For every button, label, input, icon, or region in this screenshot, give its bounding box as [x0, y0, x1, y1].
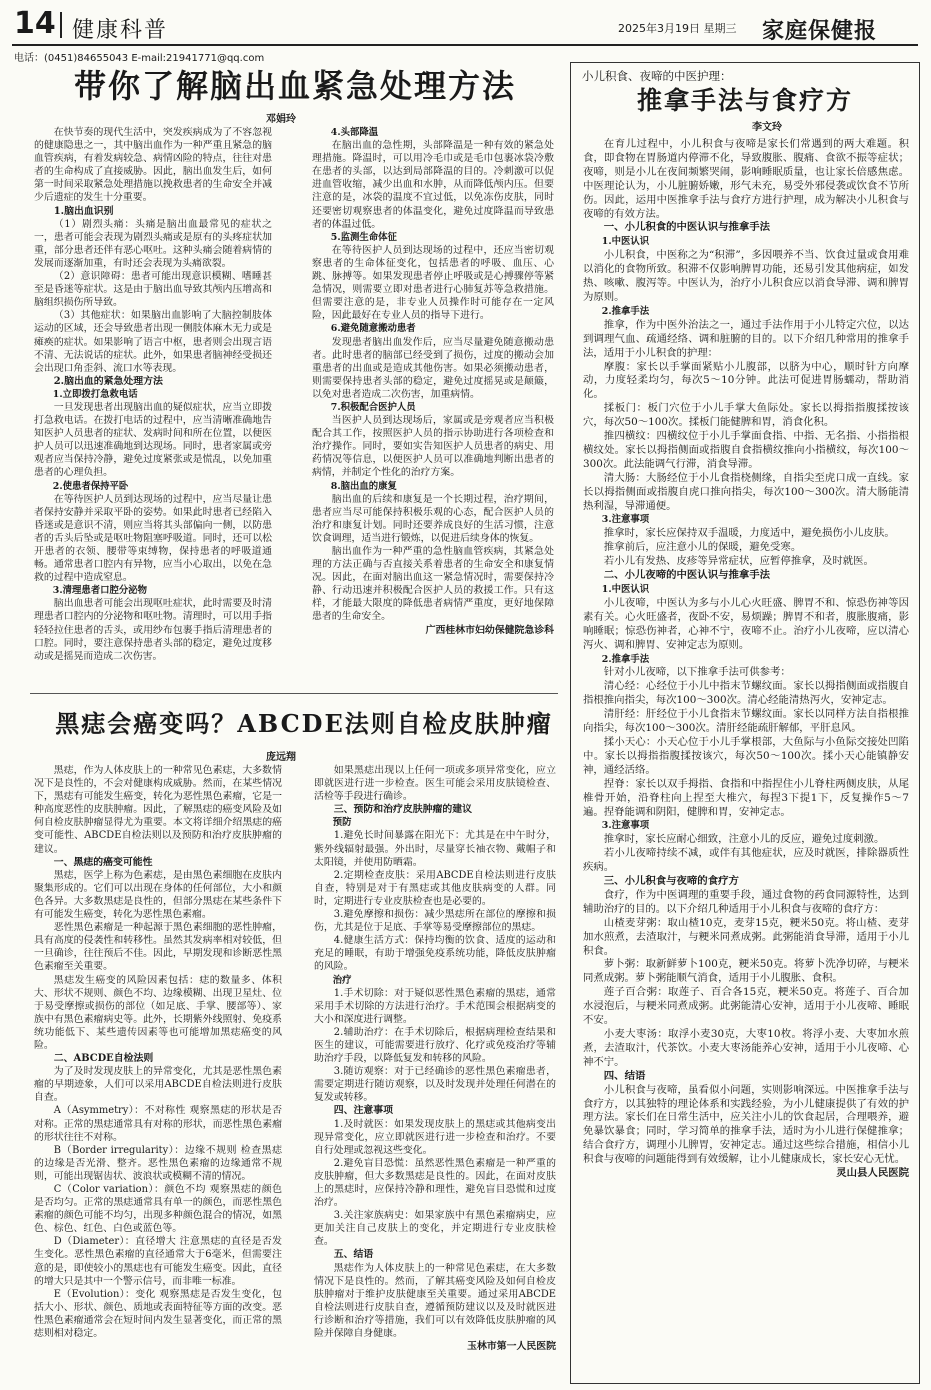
article-author: 邓娟玲	[266, 114, 296, 125]
newspaper-name: 家庭保健报	[762, 18, 878, 44]
source-credit: 灵山县人民医院	[836, 1167, 909, 1180]
paragraph: 小儿积食与夜啼，虽看似小问题，实则影响深远。中医推拿手法与食疗方，以其独特的理论体系和实践经验，为小儿健康提供了有效的护理方法。家长们在日常生活中，应关注小儿的饮食起居，合理喂养，避免暴饮暴食；同时，学习简单的推拿手法，适时为小儿进行保健推拿；结合食疗方，调理小儿脾胃，安神定志。通过这些综合措施，相信小儿积食与夜啼的问题能得到有效缓解，让小儿健康成长，家长安心无忧。	[583, 1083, 909, 1166]
paragraph: 黑痣，作为人体皮肤上的一种常见色素痣，大多数情况下是良性的，不会对健康构成威胁。然而，在某些情况下，黑痣有可能发生癌变，转化为恶性黑色素瘤，它是一种高度恶性的皮肤肿瘤。因此，了解黑痣的癌变风险及如何自检皮肤肿瘤显得尤为重要。本文将详细介绍黑痣的癌变可能性、ABCDE自检法则以及预防和治疗皮肤肿瘤的建议。	[34, 765, 282, 855]
paragraph: 萝卜粥：取新鲜萝卜100克，粳米50克。将萝卜洗净切碎，与粳米同煮成粥。萝卜粥能顺气消食，适用于小儿腹胀、食积。	[583, 958, 909, 985]
subheading: 四、注意事项	[333, 1105, 394, 1117]
paragraph: 清心经：心经位于小儿中指末节螺纹面。家长以拇指侧面或指腹自指根推向指尖，每次100～300次。清心经能清热泻火，安神定志。	[583, 680, 909, 707]
subheading: 三、预防和治疗皮肤肿瘤的建议	[333, 804, 473, 816]
paragraph: 在等待医护人员到达现场的过程中，应当尽量让患者保持安静并采取平卧的姿势。如果此时患者已经陷入昏迷或是意识不清，则应当将其头部偏向一侧，以防患者的舌头后坠或是呕吐物阻塞呼吸道。同时，还可以松开患者的衣领、腰带等束缚物，保持患者的呼吸道通畅。通常患者口腔内有异物，应当小心取出，以免在急救的过程中造成窒息。	[34, 493, 272, 584]
paragraph: 清大肠：大肠经位于小儿食指桡侧缘，自指尖至虎口成一直线。家长以拇指侧面或指腹自虎口推向指尖，每次100～300次。清大肠能清热利湿，导滞通便。	[583, 471, 909, 512]
paragraph: 1.避免长时间暴露在阳光下：尤其是在中午时分，紫外线辐射最强。外出时，尽量穿长袖衣物、戴帽子和太阳镜，并使用防晒霜。	[314, 830, 556, 868]
source-credit: 广西桂林市妇幼保健院急诊科	[425, 624, 554, 636]
paragraph: 黑痣，医学上称为色素痣，是由黑色素细胞在皮肤内聚集形成的。它们可以出现在身体的任何部位，大小和颜色各异。大多数黑痣是良性的，但部分黑痣在某些条件下有可能发生癌变，转化为恶性黑色素瘤。	[34, 869, 282, 921]
source-credit: 玉林市第一人民医院	[467, 1341, 556, 1353]
paragraph: 3.避免摩擦和损伤：减少黑痣所在部位的摩擦和损伤，尤其是位于足底、手掌等易受摩擦部位的黑痣。	[314, 909, 556, 934]
paragraph: B（Border irregularity）：边缘不规则 检查黑痣的边缘是否光滑、整齐。恶性黑色素瘤的边缘通常不规则，可能出现锯齿状、波浪状或模糊不清的情况。	[34, 1144, 282, 1182]
paragraph: 山楂麦芽粥：取山楂10克，麦芽15克，粳米50克。将山楂、麦芽加水煎煮，去渣取汁，与粳米同煮成粥。此粥能消食导滞，适用于小儿积食。	[583, 916, 909, 957]
minor-heading: 3.清理患者口腔分泌物	[52, 585, 147, 597]
minor-heading: 2.推拿手法	[601, 653, 650, 665]
paragraph: 小儿积食，中医称之为“积滞”，多因喂养不当、饮食过量或食用难以消化的食物所致。积滞不仅影响脾胃功能，还易引发其他病症，如发热、咳嗽、腹泻等。中医认为，治疗小儿积食应以消食导滞、调和脾胃为原则。	[583, 249, 909, 303]
minor-heading: 1.立即拨打急救电话	[52, 388, 138, 400]
paragraph: 脑出血的后续和康复是一个长期过程，治疗期间，患者应当尽可能保持积极乐观的心态，配合医护人员的治疗和康复计划。同时还要养成良好的生活习惯，注意饮食调理，适当进行锻炼，以促进后续身体的恢复。	[312, 493, 554, 544]
paragraph: 3.关注家族病史：如果家族中有黑色素瘤病史，应更加关注自己皮肤上的变化，并定期进行专业皮肤检查。	[314, 1210, 556, 1248]
minor-heading: 1.中医认识	[601, 236, 650, 248]
paragraph: 在快节奏的现代生活中，突发疾病成为了不容忽视的健康隐患之一，其中脑出血作为一种严重且紧急的脑血管疾病，有着发病较急、病情凶险的特点，往往对患者的生命构成了直接威胁。因此，脑出血发生后，如何第一时间采取紧急处理措施以挽救患者的生命安全并减少后遗症的发生十分重要。	[34, 127, 272, 204]
article-kicker: 小儿积食、夜啼的中医护理：	[582, 69, 732, 83]
paragraph: 3.随访观察：对于已经确诊的恶性黑色素瘤患者，需要定期进行随访观察，以及时发现并处理任何潜在的复发或转移。	[314, 1066, 556, 1104]
paragraph: 若小儿有发热、皮疹等异常症状，应暂停推拿，及时就医。	[603, 555, 874, 568]
paragraph: 1.及时就医：如果发现皮肤上的黑痣或其他病变出现异常变化，应立即就医进行进一步检查和治疗。不要自行处理或忽视这些变化。	[314, 1118, 556, 1156]
paragraph: C（Color variation）：颜色不均 观察黑痣的颜色是否均匀。正常的黑痣通常具有单一的颜色，而恶性黑色素瘤的颜色可能不均匀，出现多种颜色混合的情况，如黑色、棕色、红色、白色或蓝色等。	[34, 1184, 282, 1235]
paragraph: （3）其他症状：如果脑出血影响了大脑控制肢体运动的区域，还会导致患者出现一侧肢体麻木无力或是瘫痪的症状。如果影响了语言中枢，患者则会出现言语不清、无法说话的症状。此外，如果患者脑神经受损还会出现口角歪斜、流口水等表现。	[34, 310, 272, 374]
article-column	[34, 126, 272, 686]
minor-heading: 8.脑出血的康复	[330, 480, 397, 492]
minor-heading: 2.使患者保持平卧	[52, 480, 129, 492]
subheading: 二、ABCDE自检法则	[53, 1053, 154, 1065]
paragraph: 4.健康生活方式：保持均衡的饮食、适度的运动和充足的睡眠，有助于增强免疫系统功能，降低皮肤肿瘤的风险。	[314, 935, 556, 973]
paragraph: 推拿时，家长应保持双手温暖，力度适中，避免损伤小儿皮肤。	[603, 527, 895, 540]
paragraph: 在等待医护人员到达现场的过程中，还应当密切观察患者的生命体征变化，包括患者的呼吸、血压、心跳、脉搏等。如果发现患者停止呼吸或是心搏骤停等紧急情况，则需要立即对患者进行心肺复苏等急救措施。但需要注意的是，非专业人员操作时可能存在一定风险，因此最好在专业人员的指导下进行。	[312, 244, 554, 322]
paragraph: 食疗，作为中医调理的重要手段，通过食物的药食同源特性，达到辅助治疗的目的。以下介绍几种适用于小儿积食与夜啼的食疗方：	[583, 888, 909, 915]
minor-heading: 7.积极配合医护人员	[330, 401, 416, 413]
subheading: 三、小儿积食与夜啼的食疗方	[603, 875, 739, 888]
minor-heading: 3.注意事项	[601, 820, 650, 832]
minor-heading: 治疗	[332, 974, 352, 986]
paragraph: 一旦发现患者出现脑出血的疑似症状，应当立即拨打急救电话。在拨打电话的过程中，应当清晰准确地告知医护人员患者的症状、发病时间和所在位置，以便医护人员可以迅速准确地到达现场。同时，患者家属或旁观者应当保持冷静，避免过度紧张或是慌乱，以免加重患者的心理负担。	[34, 401, 272, 479]
paragraph: 推拿时，家长应耐心细致，注意小儿的反应，避免过度刺激。	[603, 833, 885, 846]
issue-date: 2025年3月19日 星期三	[618, 22, 737, 35]
paragraph: 如果黑痣出现以上任何一项或多项异常变化，应立即就医进行进一步检查。医生可能会采用皮肤镜检查、活检等手段进行确诊。	[314, 765, 556, 803]
minor-heading: 6.避免随意搬动患者	[330, 323, 416, 335]
minor-heading: 1.中医认识	[601, 584, 650, 595]
paragraph: 莲子百合粥：取莲子、百合各15克，粳米50克。将莲子、百合加水浸泡后，与粳米同煮成粥。此粥能清心安神，适用于小儿夜啼、睡眠不安。	[583, 986, 909, 1027]
subheading: 2.脑出血的紧急处理方法	[53, 375, 163, 387]
minor-heading: 3.注意事项	[601, 514, 650, 526]
minor-heading: 2.推拿手法	[601, 305, 650, 317]
contact-line: 电话：(0451)84655043 E-mail:21941771@qq.com	[14, 53, 265, 64]
paragraph: 在脑出血的急性期，头部降温是一种有效的紧急处理措施。降温时，可以用冷毛巾或是毛巾包裹冰袋冷敷在患者的头部，以达到局部降温的目的。冷刺激可以促进血管收缩，减少出血和水肿，从而降低颅内压。但要注意的是，冰袋的温度不宜过低，以免冻伤皮肤，同时还要密切观察患者的体温变化，避免过度降温而导致患者的体温过低。	[312, 140, 554, 230]
paragraph: 摩腹：家长以手掌面紧贴小儿腹部，以脐为中心，顺时针方向摩动，力度轻柔均匀，每次5～10分钟。此法可促进胃肠蠕动，帮助消化。	[583, 360, 909, 401]
paragraph: 黑痣发生癌变的风险因素包括：痣的数量多、体积大、形状不规则、颜色不均、边缘模糊、出现卫星灶、位于易受摩擦或损伤的部位（如足底、手掌、腰部等）、家族中有黑色素瘤病史等。此外，长期紫外线照射、免疫系统功能低下、某些遗传因素等也可能增加黑痣癌变的风险。	[34, 974, 282, 1051]
paragraph: （1）剧烈头痛：头痛是脑出血最常见的症状之一，患者可能会表现为剧烈头痛或是原有的头疼症状加重，部分患者还伴有恶心呕吐。这种头痛会随着病情的发展而逐渐加重，有时还会表现为头痛欲裂。	[34, 218, 272, 269]
paragraph: 1.手术切除：对于疑似恶性黑色素瘤的黑痣，通常采用手术切除的方法进行治疗。手术范围会根据病变的大小和深度进行调整。	[314, 987, 556, 1025]
paragraph: 脑出血患者可能会出现呕吐症状，此时需要及时清理患者口腔内的分泌物和呕吐物。清理时，可以用手指轻轻拉住患者的舌头，或用纱布包裹手指后清理患者的口腔。同时，要注意保持患者头部的稳定，避免过度移动或是摇晃而造成二次伤害。	[34, 598, 272, 662]
minor-heading: 4.头部降温	[330, 127, 379, 138]
paragraph: 黑痣作为人体皮肤上的一种常见色素痣，在大多数情况下是良性的。然而，了解其癌变风险及如何自检皮肤肿瘤对于维护皮肤健康至关重要。通过采用ABCDE自检法则进行皮肤自查，遵循预防建议以及及时就医进行诊断和治疗等措施，我们可以有效降低皮肤肿瘤的风险并保障自身健康。	[314, 1262, 556, 1340]
subheading: 五、结语	[333, 1249, 374, 1261]
article-author: 李文玲	[752, 122, 782, 133]
paragraph: 揉小天心：小天心位于小儿手掌根部，大鱼际与小鱼际交接处凹陷中。家长以拇指指腹揉按该穴，每次50～100次。揉小天心能镇静安神，通经活络。	[583, 735, 909, 776]
article-author: 庞远翔	[266, 752, 296, 763]
subheading: 一、小儿积食的中医认识与推拿手法	[603, 221, 771, 234]
article-column	[314, 764, 556, 1376]
paragraph: 发现患者脑出血发作后，应当尽量避免随意搬动患者。此时患者的脑部已经受到了损伤，过度的搬动会加重患者的出血或是造成其他伤害。如果必须搬动患者，则需要保持患者头部的稳定，避免过度摇晃或是颠簸，以免对患者造成二次伤害，加重病情。	[312, 336, 554, 400]
paragraph: 小麦大枣汤：取浮小麦30克，大枣10枚。将浮小麦、大枣加水煎煮，去渣取汁，代茶饮。小麦大枣汤能养心安神，适用于小儿夜啼、心神不宁。	[583, 1028, 909, 1068]
subheading: 二、小儿夜啼的中医认识与推拿手法	[603, 569, 771, 582]
paragraph: 揉板门：板门穴位于小儿手掌大鱼际处。家长以拇指指腹揉按该穴，每次50～100次。揉板门能健脾和胃，消食化积。	[583, 402, 909, 429]
header-divider	[60, 12, 62, 38]
section-name: 健康科普	[72, 18, 169, 43]
paragraph: 当医护人员到达现场后，家属或是旁观者应当积极配合其工作，按照医护人员的指示协助进行各项检查和治疗操作。同时，要如实告知医护人员患者的病史、用药情况等信息，以便医护人员可以准确地判断出患者的病情，并制定个性化的治疗方案。	[312, 415, 554, 479]
paragraph: 在育儿过程中，小儿积食与夜啼是家长们常遇到的两大难题。积食，即食物在胃肠道内停滞不化，导致腹胀、腹痛、食欲不振等症状；夜啼，则是小儿在夜间频繁哭闹，影响睡眠质量，也让家长倍感焦虑。中医理论认为，小儿脏腑娇嫩，形气未充，易受外邪侵袭或饮食不节所伤。因此，运用中医推拿手法与食疗方进行护理，成为解决小儿积食与夜啼的有效方法。	[583, 138, 909, 220]
paragraph: A（Asymmetry）：不对称性 观察黑痣的形状是否对称。正常的黑痣通常具有对称的形状，而恶性黑色素瘤的形状往往不对称。	[34, 1105, 282, 1143]
paragraph: 推四横纹：四横纹位于小儿手掌面食指、中指、无名指、小指指根横纹处。家长以拇指侧面或指腹自食指横纹推向小指横纹，每次100～300次。此法能调气行滞，消食导滞。	[583, 430, 909, 470]
paragraph: 2.辅助治疗：在手术切除后，根据病理检查结果和医生的建议，可能需要进行放疗、化疗或免疫治疗等辅助治疗手段，以降低复发和转移的风险。	[314, 1026, 556, 1065]
article-title-mole-abcde: 黑痣会癌变吗？ABCDE法则自检皮肤肿瘤	[55, 709, 553, 738]
paragraph: 恶性黑色素瘤是一种起源于黑色素细胞的恶性肿瘤，具有高度的侵袭性和转移性。虽然其发病率相对较低，但一旦确诊，往往预后不佳。因此，早期发现和诊断恶性黑色素瘤至关重要。	[34, 922, 282, 973]
paragraph: 捏脊：家长以双手拇指、食指和中指捏住小儿脊柱两侧皮肤，从尾椎骨开始，沿脊柱向上捏至大椎穴，每捏3下提1下，反复操作5～7遍。捏脊能调和阴阳，健脾和胃，安神定志。	[583, 777, 909, 818]
page-number: 14	[14, 6, 56, 41]
paragraph: 2.定期检查皮肤：采用ABCDE自检法则进行皮肤自查，特别是对于有黑痣或其他皮肤病变的人群。同时，定期进行专业皮肤检查也是必要的。	[314, 869, 556, 907]
subheading: 四、结语	[603, 1069, 646, 1082]
article-title-tuina: 推拿手法与食疗方	[636, 86, 853, 115]
page-header	[0, 0, 931, 48]
minor-heading: 预防	[332, 817, 352, 829]
paragraph: 脑出血作为一种严重的急性脑血管疾病，其紧急处理的方法正确与否直接关系着患者的生命安全和康复情况。因此，在面对脑出血这一紧急情况时，需要保持冷静、行动迅速并积极配合医护人员的救援工作。只有这样，才能最大限度的降低患者病情严重度，更好地保障患者的生命安全。	[312, 546, 554, 623]
paragraph: 清肝经：肝经位于小儿食指末节螺纹面。家长以同样方法自指根推向指尖，每次100～300次。清肝经能疏肝解郁，平肝息风。	[583, 708, 909, 735]
article-column	[583, 138, 909, 1376]
paragraph: 若小儿夜啼持续不减，或伴有其他症状，应及时就医，排除器质性疾病。	[583, 847, 909, 874]
header-rule	[12, 44, 918, 46]
paragraph: E（Evolution）：变化 观察黑痣是否发生变化，包括大小、形状、颜色、质地或表面特征等方面的改变。恶性黑色素瘤通常会在短时间内发生显著变化，而正常的黑痣则相对稳定。	[34, 1288, 282, 1340]
paragraph: D（Diameter）：直径增大 注意黑痣的直径是否发生变化。恶性黑色素瘤的直径通常大于6毫米，但需要注意的是，即使较小的黑痣也有可能发生癌变。因此，直径的增大只是其中一个警示信号，而非唯一标准。	[34, 1236, 282, 1287]
subheading: 1.脑出血识别	[53, 205, 114, 217]
minor-heading: 5.监测生命体征	[330, 231, 397, 243]
article-column	[312, 126, 554, 686]
paragraph: 为了及时发现皮肤上的异常变化，尤其是恶性黑色素瘤的早期迹象，人们可以采用ABCDE自检法则进行皮肤自查。	[34, 1066, 282, 1104]
paragraph: （2）意识障碍：患者可能出现意识模糊、嗜睡甚至是昏迷等症状。这是由于脑出血导致其颅内压增高和脑组织损伤所导致。	[34, 271, 272, 309]
paragraph: 推拿，作为中医外治法之一，通过手法作用于小儿特定穴位，以达到调理气血、疏通经络、调和脏腑的目的。以下介绍几种常用的推拿手法，适用于小儿积食的护理：	[583, 318, 909, 359]
paragraph: 小儿夜啼，中医认为多与小儿心火旺盛、脾胃不和、惊恐伤神等因素有关。心火旺盛者，夜卧不安，易烦躁；脾胃不和者，腹胀腹痛，影响睡眠；惊恐伤神者，心神不宁，夜啼不止。治疗小儿夜啼，应以清心泻火、调和脾胃、安神定志为原则。	[583, 596, 909, 651]
paragraph: 针对小儿夜啼，以下推拿手法可供参考：	[603, 666, 791, 679]
subheading: 一、黑痣的癌变可能性	[53, 856, 153, 868]
article-divider	[30, 693, 558, 694]
article-title-brain-hemorrhage: 带你了解脑出血紧急处理方法	[73, 67, 516, 105]
paragraph: 2.避免盲目恐慌：虽然恶性黑色素瘤是一种严重的皮肤肿瘤，但大多数黑痣是良性的。因此，在面对皮肤上的黑痣时，应保持冷静和理性，避免盲目恐慌和过度治疗。	[314, 1157, 556, 1209]
paragraph: 推拿前后，应注意小儿的保暖，避免受寒。	[603, 541, 802, 554]
article-column	[34, 764, 282, 1376]
